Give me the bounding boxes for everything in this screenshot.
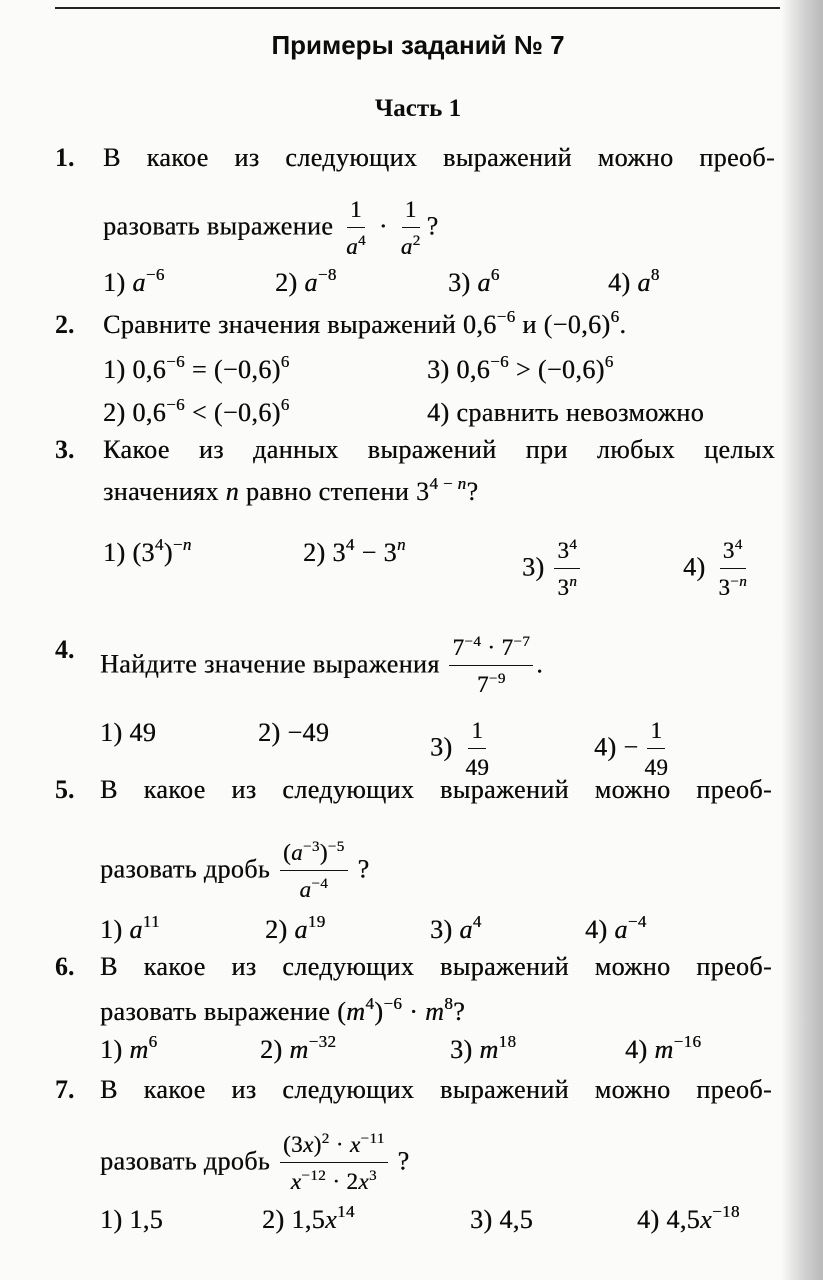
exponent: 11: [142, 912, 160, 931]
math-text: 1) 0,6: [103, 355, 167, 384]
exponent: −4: [627, 912, 647, 931]
math-text: 1: [650, 718, 663, 743]
denominator: [288, 1163, 380, 1196]
denominator: [296, 871, 331, 904]
exponent: −6: [383, 994, 403, 1013]
answer-option-4: [683, 537, 753, 602]
numerator: [402, 196, 420, 228]
exponent: 6: [604, 352, 614, 371]
denominator: [715, 569, 750, 602]
numerator: [449, 634, 533, 666]
math-text: (3: [283, 1132, 303, 1157]
answer-option-4: [608, 267, 660, 299]
answer-option-1: [103, 354, 290, 386]
exponent: 4: [358, 233, 366, 249]
math-text: ): [374, 997, 384, 1026]
answer-option-1: [100, 1204, 163, 1236]
exponent: −: [172, 535, 183, 554]
answer-option-4: [585, 914, 647, 946]
math-text: 3: [722, 538, 735, 563]
problem-text-line: [103, 196, 439, 261]
math-text: 2) 1,5: [262, 1205, 326, 1234]
page-title: Примеры заданий № 7: [271, 30, 565, 60]
top-rule: [55, 7, 780, 9]
math-text: 3): [430, 732, 460, 762]
problem-number: 2.: [55, 310, 75, 339]
exponent: −6: [496, 307, 516, 326]
math-text: ·: [402, 997, 426, 1026]
math-text: < (−0,6): [184, 398, 281, 427]
math-text: 2): [275, 268, 305, 297]
math-text: ·: [371, 211, 395, 241]
problem-number: 5.: [55, 775, 75, 804]
exponent: 4: [345, 535, 355, 554]
variable: m: [479, 1035, 499, 1064]
answer-option-1: [103, 267, 165, 299]
math-text: В какое из следующих выражений можно преоб-: [100, 775, 772, 804]
math-text: 3): [430, 915, 460, 944]
math-text: Найдите значение выражения: [100, 649, 447, 679]
fraction: [554, 537, 580, 602]
exponent: 4 −: [429, 474, 458, 493]
answer-option-3: [522, 537, 583, 602]
answer-option-2: [303, 537, 406, 569]
variable: x: [358, 1169, 369, 1194]
exponent: −4: [311, 876, 329, 892]
answer-option-1: [100, 914, 160, 946]
problem-text-line: [103, 434, 775, 466]
variable: m: [289, 1035, 309, 1064]
math-text: 7: [477, 672, 489, 697]
answer-option-2: [103, 397, 290, 429]
math-text: 2) 3: [303, 538, 346, 567]
denominator: [474, 666, 509, 699]
problem-text-line: [100, 951, 772, 983]
math-text: 4) 4,5: [637, 1205, 701, 1234]
denominator: [343, 228, 369, 261]
math-text: разовать дробь: [100, 1146, 277, 1176]
math-text: 1) 1,5: [100, 1205, 164, 1234]
math-text: 3): [450, 1035, 480, 1064]
fraction: [280, 1131, 388, 1196]
exponent: −16: [673, 1032, 702, 1051]
exponent: −32: [308, 1032, 337, 1051]
exponent: 6: [610, 307, 620, 326]
answer-option-3: [448, 267, 500, 299]
math-text: ?: [466, 477, 479, 506]
numerator: [720, 537, 746, 569]
variable: a: [304, 268, 318, 297]
fraction: [398, 196, 424, 261]
math-text: 2) 0,6: [103, 398, 167, 427]
answer-option-3: [430, 914, 482, 946]
variable: a: [132, 268, 146, 297]
exponent: 4: [365, 994, 375, 1013]
denominator: [398, 228, 424, 261]
exponent: −6: [145, 265, 165, 284]
exponent: 6: [280, 395, 290, 414]
math-text: 3) 4,5: [470, 1205, 534, 1234]
exponent: 8: [650, 265, 660, 284]
exponent-variable: n: [739, 574, 748, 590]
answer-option-3: [430, 717, 495, 782]
exponent: 2: [321, 1131, 330, 1147]
math-text: · 7: [481, 635, 514, 660]
exponent: 6: [280, 352, 290, 371]
variable: m: [129, 1035, 149, 1064]
math-text: разовать выражение (: [100, 997, 347, 1026]
exponent: −11: [360, 1131, 385, 1147]
problem-text-line: [100, 634, 543, 699]
variable: a: [291, 840, 303, 865]
exponent: 4: [154, 535, 164, 554]
math-text: 3): [448, 268, 478, 297]
math-text: 1: [471, 718, 484, 743]
problem-text-line: [100, 839, 369, 904]
answer-option-1: [100, 1034, 157, 1066]
math-text: ): [319, 840, 328, 865]
problem-text-line: [100, 1131, 409, 1196]
math-text: (: [283, 840, 292, 865]
exponent: −: [730, 574, 740, 590]
exponent: −6: [490, 352, 509, 371]
math-text: > (−0,6): [508, 355, 605, 384]
exponent: −6: [166, 352, 185, 371]
math-text: 2) −49: [258, 718, 330, 747]
variable: x: [302, 1132, 314, 1157]
math-text: ?: [350, 854, 370, 884]
variable: x: [325, 1205, 338, 1234]
variable: x: [349, 1132, 361, 1157]
answer-option-1: [100, 717, 156, 749]
math-text: 4): [625, 1035, 655, 1064]
variable: a: [400, 234, 413, 259]
variable: a: [294, 915, 308, 944]
math-text: 1): [100, 1035, 130, 1064]
answer-option-4: [427, 397, 704, 429]
exponent: −5: [327, 839, 345, 855]
exponent: −3: [302, 839, 320, 855]
problem-number: 7.: [55, 1075, 75, 1104]
variable: m: [425, 997, 445, 1026]
math-text: 7: [452, 635, 465, 660]
variable: a: [129, 915, 143, 944]
exponent: 2: [412, 233, 421, 249]
exponent: 6: [148, 1032, 158, 1051]
numerator: [647, 717, 665, 749]
answer-option-4: [594, 717, 674, 782]
variable: a: [299, 877, 312, 902]
variable: x: [700, 1205, 713, 1234]
scan-edge-shadow: [781, 0, 823, 1280]
math-text: 1: [404, 197, 417, 222]
problem-text-line: [103, 142, 775, 174]
answer-option-2: [265, 914, 326, 946]
numerator: [468, 717, 486, 749]
math-text: 3: [557, 575, 570, 600]
math-text: значениях: [103, 477, 226, 506]
denominator: [554, 569, 580, 602]
math-text: равно степени 3: [239, 477, 430, 506]
math-text: В какое из следующих выражений можно преоб-: [100, 1075, 772, 1104]
exponent-variable: n: [569, 574, 578, 590]
variable: a: [477, 268, 491, 297]
answer-option-4: [637, 1204, 740, 1236]
math-text: ): [313, 1132, 322, 1157]
math-text: 4) −: [594, 732, 639, 762]
variable: a: [637, 268, 651, 297]
math-text: разовать выражение: [103, 211, 341, 241]
math-text: ?: [390, 1146, 410, 1176]
math-text: В какое из следующих выражений можно преоб-: [100, 952, 772, 981]
exponent: 4: [734, 537, 743, 553]
exponent-variable: n: [396, 535, 406, 554]
answer-option-1: [103, 537, 192, 569]
exponent: −6: [166, 395, 185, 414]
numerator: [554, 537, 580, 569]
exponent: −8: [317, 265, 337, 284]
answer-option-3: [470, 1204, 533, 1236]
math-text: разовать дробь: [100, 854, 277, 884]
math-text: 1) 49: [100, 718, 157, 747]
section-heading: Часть 1: [374, 95, 462, 122]
math-text: В какое из следующих выражений можно преоб-: [103, 143, 775, 172]
exponent-variable: n: [182, 535, 192, 554]
variable: n: [225, 477, 239, 506]
exponent: −9: [488, 671, 506, 687]
variable: x: [290, 1169, 302, 1194]
math-text: 49: [644, 755, 669, 780]
math-text: 4): [585, 915, 615, 944]
math-text: 2): [260, 1035, 290, 1064]
fraction: [462, 717, 492, 782]
problem-text-line: [100, 1074, 772, 1106]
exponent: 4: [569, 537, 578, 553]
answer-option-3: [450, 1034, 516, 1066]
math-text: 3: [557, 538, 570, 563]
answer-option-2: [260, 1034, 336, 1066]
math-text: 3: [718, 575, 731, 600]
fraction: [641, 717, 671, 782]
exponent: −4: [464, 634, 482, 650]
variable: m: [654, 1035, 674, 1064]
exponent: 14: [337, 1202, 355, 1221]
answer-option-3: [427, 354, 614, 386]
exponent: −7: [513, 634, 531, 650]
math-text: 49: [465, 755, 490, 780]
fraction: [449, 634, 533, 699]
math-text: 1) (3: [103, 538, 155, 567]
problem-number: 3.: [55, 435, 75, 464]
problem-number: 4.: [55, 635, 75, 664]
problem-text-line: [100, 774, 772, 806]
math-text: 2): [265, 915, 295, 944]
answer-option-2: [262, 1204, 355, 1236]
math-text: ?: [426, 211, 439, 241]
exponent: 4: [472, 912, 482, 931]
math-text: ·: [329, 1132, 350, 1157]
math-text: Какое из данных выражений при любых целых: [103, 435, 775, 464]
math-text: − 3: [354, 538, 397, 567]
exponent: 6: [490, 265, 500, 284]
fraction: [343, 196, 369, 261]
math-text: 4) сравнить невозможно: [427, 398, 705, 427]
problem-text-line: [103, 476, 478, 508]
math-text: ?: [453, 997, 466, 1026]
math-text: и (−0,6): [515, 310, 611, 339]
exponent: −12: [301, 1168, 327, 1184]
answer-option-2: [275, 267, 337, 299]
math-text: 1: [350, 197, 362, 222]
answer-option-2: [258, 717, 329, 749]
math-text: 1): [100, 915, 130, 944]
exponent-variable: n: [457, 474, 467, 493]
fraction: [280, 839, 348, 904]
numerator: [280, 839, 348, 871]
math-text: .: [619, 310, 627, 339]
math-text: 1): [103, 268, 133, 297]
numerator: [280, 1131, 388, 1163]
math-text: · 2: [326, 1169, 359, 1194]
problem-number: 1.: [55, 143, 75, 172]
variable: a: [459, 915, 473, 944]
variable: m: [346, 997, 366, 1026]
math-text: 3): [522, 552, 552, 582]
exponent: 19: [307, 912, 326, 931]
math-text: .: [536, 649, 544, 679]
exponent: −18: [712, 1202, 740, 1221]
math-text: 4): [683, 552, 713, 582]
math-text: 4): [608, 268, 638, 297]
variable: a: [346, 234, 358, 259]
exponent: 18: [498, 1032, 517, 1051]
variable: a: [614, 915, 628, 944]
fraction: [715, 537, 750, 602]
exponent: 8: [444, 994, 454, 1013]
problem-text-line: [103, 309, 626, 341]
numerator: [347, 196, 365, 228]
math-text: ): [163, 538, 173, 567]
math-text: Сравните значения выражений 0,6: [103, 310, 497, 339]
exponent: 3: [368, 1168, 377, 1184]
answer-option-4: [625, 1034, 701, 1066]
problem-text-line: [100, 996, 465, 1028]
math-text: = (−0,6): [184, 355, 281, 384]
math-text: 3) 0,6: [427, 355, 491, 384]
problem-number: 6.: [55, 952, 75, 981]
